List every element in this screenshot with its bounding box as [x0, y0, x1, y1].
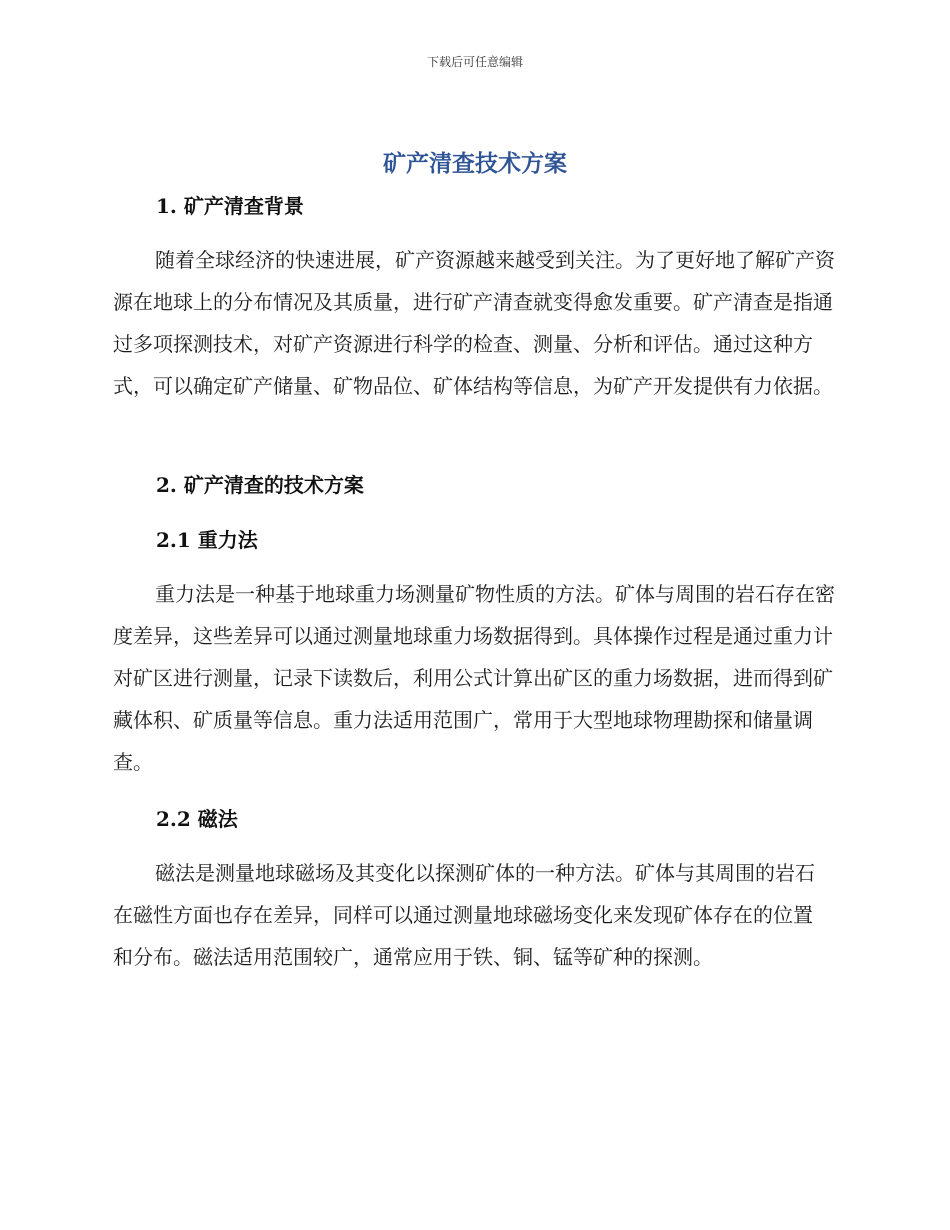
section-heading-background: 1. 矿产清查背景 — [156, 194, 304, 218]
section-heading-gravity-method: 2.1 重力法 — [156, 528, 258, 552]
paragraph-magnetic-method: 磁法是测量地球磁场及其变化以探测矿体的一种方法。矿体与其周围的岩石在磁性方面也存在差异，同样可以通过测量地球磁场变化来发现矿体存在的位置和分布。磁法适用范围较广，通常应用于铁、铜、锰等矿种的探测。 — [113, 861, 815, 969]
section-heading-magnetic-method: 2.2 磁法 — [156, 807, 238, 831]
paragraph-gravity-method: 重力法是一种基于地球重力场测量矿物性质的方法。矿体与周围的岩石存在密度差异，这些差异可以通过测量地球重力场数据得到。具体操作过程是通过重力计对矿区进行测量，记录下读数后，利用公式计算出矿区的重力场数据，进而得到矿藏体积、矿质量等信息。重力法适用范围广，常用于大型地球物理勘探和储量调查。 — [113, 582, 835, 774]
page-header-note: 下载后可任意编辑 — [426, 55, 523, 69]
section-heading-technical-plan: 2. 矿产清查的技术方案 — [156, 473, 364, 497]
paragraph-background: 随着全球经济的快速进展，矿产资源越来越受到关注。为了更好地了解矿产资源在地球上的分布情况及其质量，进行矿产清查就变得愈发重要。矿产清查是指通过多项探测技术，对矿产资源进行科学的检查、测量、分析和评估。通过这种方式，可以确定矿产储量、矿物品位、矿体结构等信息，为矿产开发提供有力依据。 — [113, 248, 835, 398]
document-title: 矿产清查技术方案 — [383, 151, 567, 177]
